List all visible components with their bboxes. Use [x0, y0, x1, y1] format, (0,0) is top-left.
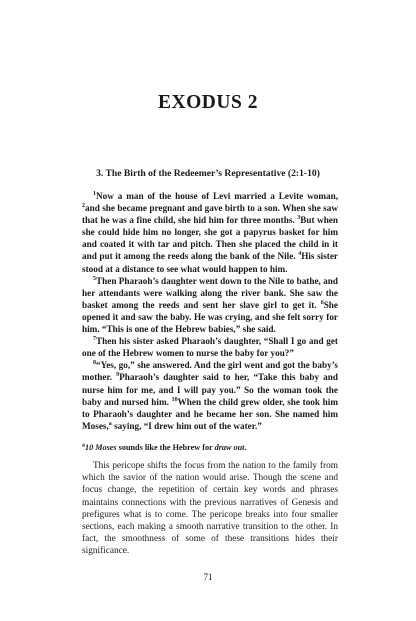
- verse-text: But when she could hide him no longer, she got a papyrus basket for him and coated it with tar and pitch. Then she placed the child in it and put it among the reeds along the bank of the Nile.: [82, 215, 338, 262]
- verse-number: 10: [171, 396, 178, 403]
- verse-number: 1: [93, 190, 96, 197]
- commentary: [82, 460, 338, 558]
- footnote-end: .: [244, 443, 247, 452]
- verse-number: 2: [82, 203, 85, 210]
- footnote-reference: a: [108, 420, 112, 427]
- verse-number: 6: [320, 299, 324, 306]
- verse-number: 7: [93, 336, 96, 343]
- verse-text: When the child grew older, she took him to Pharaoh’s daughter and he became her son. She named him Moses,: [82, 396, 338, 431]
- commentary-paragraph: This pericope shifts the focus from the nation to the family from which the savior of the nation would arise. Though the scene and focus change, the repetition of certain key words and phrases maintains connections with the previous narratives of Genesis and prefigures what is to come. The pericope breaks into four smaller sections, each making a smooth narrative transition to the other. In fact, the smoothness of some of these transitions hides their significance.: [82, 461, 338, 557]
- verse-number: 3: [297, 215, 301, 222]
- verse-text: “Yes, go,” she answered. And the girl went and got the baby’s mother.: [82, 360, 338, 383]
- footnote: [82, 442, 338, 453]
- scripture-paragraph: [82, 359, 338, 432]
- verse-number: 9: [116, 372, 120, 379]
- scripture-paragraph: [82, 190, 338, 275]
- verse-number: 4: [298, 251, 302, 258]
- verse-text: Pharaoh’s daughter said to her, “Take this baby and nurse him for me, and I will pay you.” So the woman took the baby and nursed him.: [82, 372, 338, 407]
- scripture-paragraph: [82, 275, 338, 335]
- footnote-reference-text: 10 Moses: [85, 443, 117, 452]
- verse-text: and she became pregnant and gave birth to a son. When she saw that he was a fine child, she hid him for three months.: [82, 203, 338, 226]
- footnote-marker: a: [82, 442, 85, 449]
- verse-text: Now a man of the house of Levi married a Levite woman,: [96, 191, 338, 201]
- verse-number: 5: [93, 275, 96, 282]
- section-heading: 3. The Birth of the Redeemer’s Representative (2:1-10): [96, 168, 320, 179]
- chapter-title: EXODUS 2: [158, 92, 258, 113]
- verse-number: 8: [93, 360, 96, 367]
- verse-text: Then Pharaoh’s daughter went down to the Nile to bathe, and her attendants were walking along the river bank. She saw the basket among the reeds and sent her slave girl to get it.: [82, 275, 338, 310]
- scripture-passage: [82, 190, 338, 432]
- scripture-paragraph: [82, 335, 338, 359]
- footnote-emphasis: draw out: [214, 443, 245, 452]
- verse-text: Then his sister asked Pharaoh’s daughter, “Shall I go and get one of the Hebrew women to nurse the baby for you?”: [82, 336, 338, 359]
- verse-text: She opened it and saw the baby. He was crying, and she felt sorry for him. “This is one of the Hebrew babies,” she said.: [82, 299, 338, 335]
- verse-text: saying, “I drew him out of the water.”: [111, 420, 262, 431]
- page-number: 71: [203, 572, 213, 582]
- footnote-text: sounds like the Hebrew for: [116, 443, 215, 452]
- verse-text: His sister stood at a distance to see what would happen to him.: [82, 251, 338, 274]
